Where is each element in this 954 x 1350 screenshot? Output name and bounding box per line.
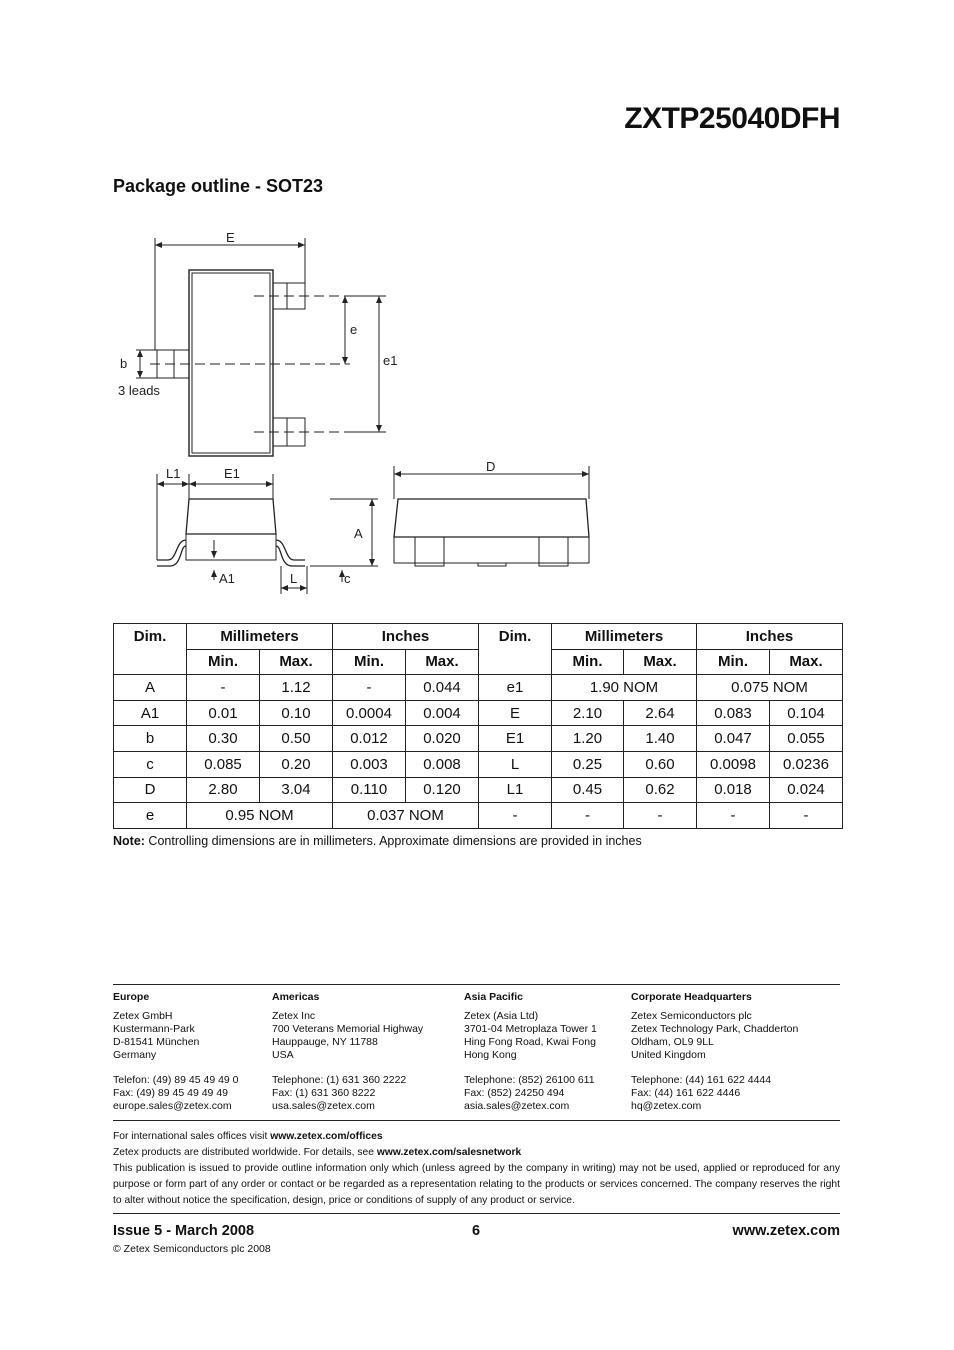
cell: A [114,675,187,701]
office-americas [272,991,423,1113]
office-email[interactable]: europe.sales@zetex.com [113,1100,232,1112]
offices-prefix: For international sales offices visit [113,1131,271,1142]
cell: 0.62 [624,777,697,803]
cell: - [187,675,260,701]
office-region: Corporate Headquarters [631,991,752,1003]
cell: L1 [479,777,552,803]
office-line: USA [272,1049,294,1061]
footer-divider [113,984,840,985]
office-line: Zetex Semiconductors plc [631,1010,752,1022]
office-phone: Telephone: (852) 26100 611 [464,1074,595,1086]
label-A1: A1 [219,571,235,586]
cell: 0.012 [333,726,406,752]
office-phone: Telefon: (49) 89 45 49 49 0 [113,1074,239,1086]
cell: 0.104 [770,700,843,726]
office-line: Zetex (Asia Ltd) [464,1010,539,1022]
fineprint [113,1129,840,1209]
office-line: Hong Kong [464,1049,517,1061]
header-max: Max. [406,649,479,675]
table-row [114,700,843,726]
header-min: Min. [333,649,406,675]
office-line: 3701-04 Metroplaza Tower 1 [464,1023,597,1035]
label-A: A [354,526,363,541]
cell: 2.80 [187,777,260,803]
cell: E [479,700,552,726]
office-fax: Fax: (852) 24250 494 [464,1087,565,1099]
cell: - [552,803,624,829]
office-headquarters [631,991,798,1113]
cell: 0.044 [406,675,479,701]
header-min: Min. [187,649,260,675]
office-region: Americas [272,991,320,1003]
page-number: 6 [472,1223,481,1239]
table-row [114,751,843,777]
cell: 0.110 [333,777,406,803]
table-row [114,675,843,701]
header-inches: Inches [333,624,479,650]
office-line: D-81541 München [113,1036,200,1048]
label-L: L [290,571,298,586]
table-row [114,726,843,752]
cell: 0.120 [406,777,479,803]
cell: - [697,803,770,829]
label-E: E [226,230,235,245]
label-E1: E1 [224,466,240,481]
label-b: b [120,356,128,371]
header-dim: Dim. [114,624,187,675]
office-line: Oldham, OL9 9LL [631,1036,714,1048]
cell: - [479,803,552,829]
cell: 1.90 NOM [552,675,697,701]
note-label: Note: [113,834,145,848]
issue-date: Issue 5 - March 2008 [113,1223,255,1239]
cell: 0.25 [552,751,624,777]
section-title: Package outline - SOT23 [113,176,324,196]
office-phone: Telephone: (1) 631 360 2222 [272,1074,407,1086]
cell: 0.0236 [770,751,843,777]
label-L1: L1 [166,466,181,481]
office-line: 700 Veterans Memorial Highway [272,1023,424,1035]
office-line: United Kingdom [631,1049,706,1061]
header-max: Max. [260,649,333,675]
label-3-leads: 3 leads [118,383,160,398]
office-asia-pacific [464,991,597,1113]
cell: 0.008 [406,751,479,777]
cell: 0.30 [187,726,260,752]
office-line: Zetex Inc [272,1010,316,1022]
cell: 0.037 NOM [333,803,479,829]
cell: 1.12 [260,675,333,701]
fineprint-divider [113,1120,840,1121]
copyright: © Zetex Semiconductors plc 2008 [113,1243,271,1255]
office-europe [113,991,239,1113]
cell: c [114,751,187,777]
dimensions-table [113,623,843,829]
cell: 0.018 [697,777,770,803]
table-header-row [114,624,843,650]
cell: 0.50 [260,726,333,752]
cell: b [114,726,187,752]
cell: 0.020 [406,726,479,752]
part-number-title: ZXTP25040DFH [624,102,840,135]
cell: e1 [479,675,552,701]
office-fax: Fax: (44) 161 622 4446 [631,1087,741,1099]
cell: e [114,803,187,829]
office-email[interactable]: usa.sales@zetex.com [272,1100,375,1112]
cell: 0.047 [697,726,770,752]
note-text: Controlling dimensions are in millimeters. Approximate dimensions are provided in inches [144,834,642,848]
header-min: Min. [552,649,624,675]
header-inches: Inches [697,624,843,650]
cell: - [624,803,697,829]
bottom-divider [113,1213,840,1214]
cell: 0.055 [770,726,843,752]
cell: 0.003 [333,751,406,777]
cell: 0.0004 [333,700,406,726]
package-outline-drawing [100,222,620,602]
cell: 0.0098 [697,751,770,777]
office-line: Hing Fong Road, Kwai Fong [464,1036,596,1048]
office-line: Hauppauge, NY 11788 [272,1036,378,1048]
cell: 0.083 [697,700,770,726]
office-fax: Fax: (1) 631 360 8222 [272,1087,376,1099]
cell: 0.085 [187,751,260,777]
header-max: Max. [624,649,697,675]
office-fax: Fax: (49) 89 45 49 49 49 [113,1087,228,1099]
cell: D [114,777,187,803]
cell: 0.01 [187,700,260,726]
cell: 0.075 NOM [697,675,843,701]
office-region: Europe [113,991,150,1003]
cell: 0.10 [260,700,333,726]
offices-link[interactable]: www.zetex.com/offices [270,1131,383,1142]
cell: L [479,751,552,777]
cell: 0.004 [406,700,479,726]
office-line: Zetex Technology Park, Chadderton [631,1023,799,1035]
header-min: Min. [697,649,770,675]
cell: 0.20 [260,751,333,777]
cell: 0.60 [624,751,697,777]
salesnetwork-link[interactable]: www.zetex.com/salesnetwork [376,1147,522,1158]
label-c: c [344,571,351,586]
cell: 3.04 [260,777,333,803]
label-e: e [350,322,358,337]
table-row [114,803,843,829]
table-note [113,834,642,848]
cell: 0.95 NOM [187,803,333,829]
office-line: Germany [113,1049,157,1061]
office-email[interactable]: asia.sales@zetex.com [464,1100,570,1112]
website-link[interactable]: www.zetex.com [732,1223,840,1239]
cell: 0.45 [552,777,624,803]
cell: 2.10 [552,700,624,726]
header-max: Max. [770,649,843,675]
cell: A1 [114,700,187,726]
cell: 1.40 [624,726,697,752]
header-dim: Dim. [479,624,552,675]
table-row [114,777,843,803]
office-phone: Telephone: (44) 161 622 4444 [631,1074,772,1086]
header-millimeters: Millimeters [552,624,697,650]
distrib-prefix: Zetex products are distributed worldwide. For details, see [113,1147,377,1158]
cell: 0.024 [770,777,843,803]
header-millimeters: Millimeters [187,624,333,650]
label-e1: e1 [383,353,398,368]
cell: - [770,803,843,829]
cell: 2.64 [624,700,697,726]
office-line: Kustermann-Park [113,1023,195,1035]
table-subheader-row [114,649,843,675]
office-line: Zetex GmbH [113,1010,173,1022]
cell: - [333,675,406,701]
cell: 1.20 [552,726,624,752]
cell: E1 [479,726,552,752]
office-email[interactable]: hq@zetex.com [631,1100,702,1112]
disclaimer: This publication is issued to provide outline information only which (unless agreed by the company in writing) may not be used, applied or reproduced for any purpose or form part of any order or contact or be regarded as a representation relating to the products or services concerned. The company reserves the right to alter without notice the specification, design, price or conditions of supply of any product or service. [113,1163,840,1206]
office-region: Asia Pacific [464,991,523,1003]
label-D: D [486,459,496,474]
